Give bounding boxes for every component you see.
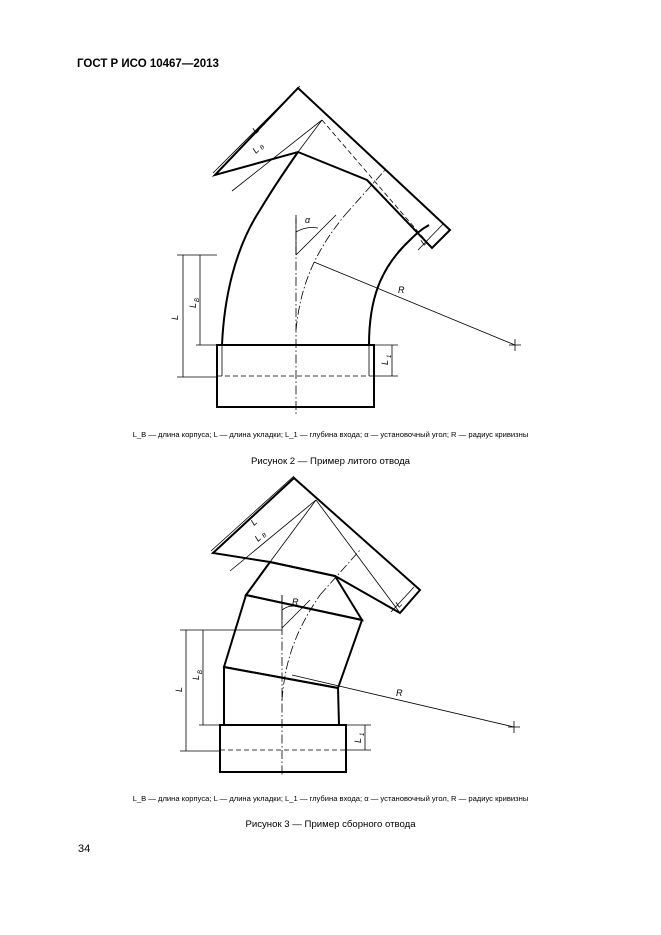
figure-3-drawing	[0, 470, 661, 795]
radius-line	[314, 262, 515, 345]
dim-L-top-label: L	[250, 124, 261, 136]
radius-label: R	[396, 688, 403, 698]
segment-1	[224, 667, 339, 725]
dim-L1-top-label: L	[393, 598, 404, 610]
dim-LB-top-label: L	[250, 144, 261, 156]
radius-line	[292, 675, 514, 727]
dim-LB-label: L	[191, 674, 201, 680]
figure-2-cast-bend	[0, 0, 661, 430]
alpha-label: α	[305, 215, 311, 225]
figure-3-legend: L_B — длина корпуса; L — длина укладки; L_1 — глубина входа; α — установочный угол, R — радиус кривизны	[132, 794, 529, 803]
outlet-centerline	[320, 550, 360, 595]
socket-outline	[217, 345, 374, 407]
angle-label: R	[292, 597, 299, 607]
radius-label: R	[398, 285, 405, 295]
alpha-arc	[296, 228, 318, 233]
dim-LB-label: L	[188, 302, 198, 308]
dim-L1-subscript: 1	[387, 354, 393, 358]
figure-3-caption: Рисунок 3 — Пример сборного отвода	[245, 819, 416, 830]
dim-L1-subscript: 1	[360, 732, 366, 736]
outlet-outline	[215, 88, 450, 248]
dim-LB-top-line	[230, 500, 316, 571]
dim-LB-top-subscript: B	[261, 532, 269, 540]
outlet-depth-line	[322, 120, 432, 248]
figure-2-legend: L_B — длина корпуса; L — длина укладки; L_1 — глубина входа; α — установочный угол; R — радиус кривизны	[132, 430, 529, 439]
alpha-inclined-ray	[296, 215, 336, 255]
outlet-inner-edge	[270, 500, 316, 562]
dim-L1-label: L	[380, 359, 390, 365]
segment-2	[224, 595, 362, 688]
outlet-outline	[213, 478, 420, 613]
figure-3-segmented-bend	[0, 470, 661, 795]
outlet-depth-line	[316, 500, 400, 613]
document-header: ГОСТ Р ИСО 10467—2013	[77, 58, 219, 70]
dim-L1-top-label: L	[418, 236, 429, 248]
figure-2-drawing	[0, 0, 661, 430]
dim-L1-label: L	[353, 737, 363, 743]
curved-centerline	[296, 215, 345, 330]
dim-L-top-line	[211, 476, 294, 551]
socket-outline	[220, 725, 346, 772]
dim-L-label: L	[174, 686, 184, 692]
dim-L-top-label: L	[248, 516, 260, 528]
dim-LB-subscript: B	[198, 669, 204, 674]
dim-LB-top-subscript: B	[259, 144, 267, 152]
figure-2-caption: Рисунок 2 — Пример литого отвода	[250, 456, 411, 467]
dim-LB-subscript: B	[195, 297, 201, 302]
segment-3	[246, 562, 362, 620]
page-number: 34	[78, 843, 91, 855]
dim-LB-top-label: L	[252, 532, 264, 544]
outlet-seam	[298, 152, 367, 180]
dim-L-label: L	[170, 314, 180, 320]
body-outer-curve	[222, 152, 298, 345]
